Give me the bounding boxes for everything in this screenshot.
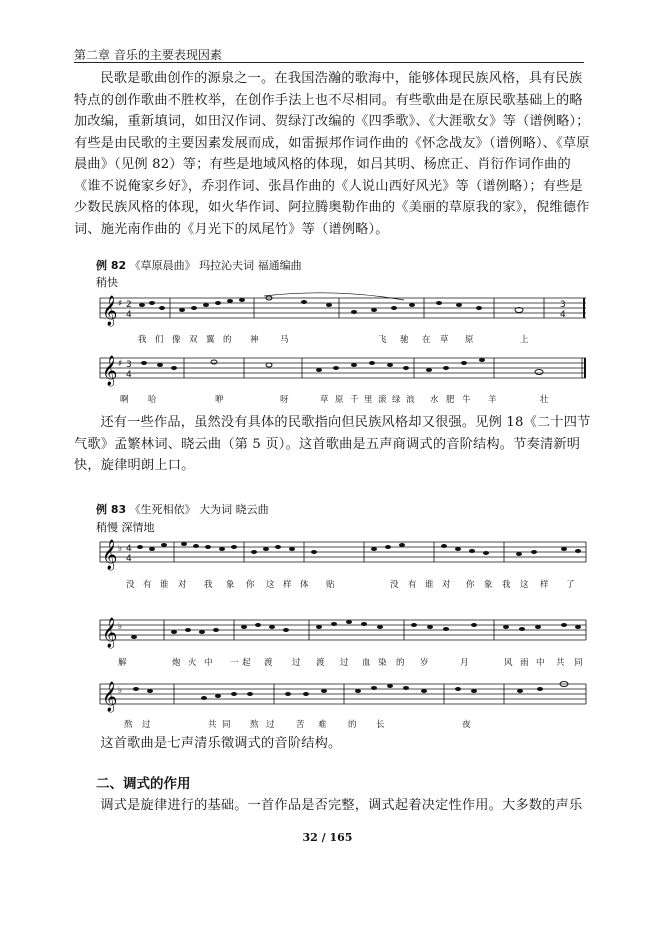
- lyric-syllable: 了: [566, 580, 575, 590]
- lyric-syllable: 体: [300, 580, 309, 590]
- lyric-syllable: 的: [223, 335, 232, 345]
- lyric-syllable: 这: [520, 580, 529, 590]
- svg-text:♭: ♭: [118, 622, 123, 632]
- lyric-syllable: 神: [250, 335, 259, 345]
- lyric-syllable: 夜: [462, 720, 471, 730]
- lyric-syllable: 对: [178, 580, 187, 590]
- lyric-syllable: 中: [204, 658, 213, 668]
- lyric-syllable: 里: [364, 395, 373, 405]
- lyric-syllable: 共: [556, 658, 565, 668]
- lyric-syllable: 渡: [264, 658, 273, 668]
- lyric-syllable: 羊: [488, 395, 497, 405]
- lyric-syllable: 一: [230, 658, 239, 668]
- paragraph-3: [74, 733, 594, 755]
- paragraph-1-text: 民歌是歌曲创作的源泉之一。在我国浩瀚的歌海中，能够体现民族风格，具有民族特点的创作歌曲不胜枚举，在创作手法上也不尽相同。有些歌曲是在原民歌基础上的略加改编，重新填词，如田汉作词、贺绿汀改编的《四季歌》、《大涯歌女》等（谱例略）；有些是由民歌的主要因素发展而成，如雷振邦作词作曲的《怀念战友》（谱例略）、《草原晨曲》（见例 82）等；有些是地域风格的体现，如吕其明、杨庶正、肖衍作词作曲的《谁不说俺家乡好》，乔羽作词、张昌作曲的《人说山西好风光》等（谱例略）；有些是少数民族风格的体现，如火华作词、阿拉腾奥勒作曲的《美丽的草原我的家》，倪维德作词、施光南作曲的《月光下的凤尾竹》等（谱例略）。: [74, 71, 590, 237]
- lyric-syllable: 中: [536, 658, 545, 668]
- lyric-syllable: 牛: [462, 395, 471, 405]
- svg-text:♭: ♭: [118, 686, 123, 696]
- lyric-syllable: 渡: [316, 658, 325, 668]
- lyric-syllable: 同: [574, 658, 583, 668]
- lyric-syllable: 谁: [425, 580, 434, 590]
- lyric-syllable: 我: [138, 335, 147, 345]
- staff-82-line-2: [74, 350, 594, 390]
- svg-text:♯: ♯: [118, 359, 123, 369]
- section-heading: 二、调式的作用: [96, 776, 191, 792]
- paragraph-3-text: 这首歌曲是七声清乐徵调式的音阶结构。: [100, 736, 342, 751]
- lyric-syllable: 像: [172, 335, 181, 345]
- lyric-syllable: 双: [189, 335, 198, 345]
- lyric-syllable: 肥: [446, 395, 455, 405]
- lyric-syllable: 过: [142, 720, 151, 730]
- lyric-syllable: 解: [118, 658, 127, 668]
- lyric-syllable: 共: [208, 720, 217, 730]
- lyric-syllable: 飞: [378, 335, 387, 345]
- lyric-syllable: 血: [362, 658, 371, 668]
- treble-clef-icon: 𝄞: [102, 618, 118, 648]
- example-82-tempo: 稍快: [96, 276, 118, 289]
- example-82-title-text: 《草原晨曲》 玛拉沁夫词 福通编曲: [129, 259, 302, 272]
- paragraph-2: [74, 412, 594, 477]
- treble-clef-icon: 𝄞: [102, 356, 118, 386]
- paragraph-1: [74, 68, 594, 240]
- lyric-syllable: 长: [376, 720, 385, 730]
- lyric-syllable: 原: [335, 395, 344, 405]
- header-rule: [74, 62, 584, 63]
- lyric-syllable: 炮: [172, 658, 181, 668]
- lyric-syllable: 浪: [406, 395, 415, 405]
- lyric-syllable: 草: [440, 335, 449, 345]
- lyric-syllable: 岁: [420, 658, 429, 668]
- staff-83-line-3: [74, 676, 594, 716]
- paragraph-4: [74, 795, 594, 817]
- paragraph-2-text: 还有一些作品，虽然没有具体的民歌指向但民族风格却又很强。见例 18《二十四节气歌》孟繁林词、晓云曲（第 5 页）。这首歌曲是五声商调式的音阶结构。节奏清新明快，旋律明朗上口。: [74, 415, 591, 473]
- lyric-syllable: 水: [430, 395, 439, 405]
- lyric-syllable: 雨: [520, 658, 529, 668]
- lyric-syllable: 马: [280, 335, 289, 345]
- lyric-syllable: 啊: [120, 395, 129, 405]
- lyric-syllable: 熬: [124, 720, 133, 730]
- lyric-syllable: 在: [422, 335, 431, 345]
- svg-text:♯: ♯: [118, 299, 123, 309]
- lyric-syllable: 哈: [148, 395, 157, 405]
- lyric-syllable: 风: [504, 658, 513, 668]
- lyric-syllable: 原: [465, 335, 474, 345]
- staff-83-line-1: [74, 534, 594, 574]
- lyric-syllable: 呀: [280, 395, 289, 405]
- lyric-syllable: 火: [188, 658, 197, 668]
- lyric-syllable: 咿: [215, 395, 224, 405]
- example-83-title: [96, 501, 269, 517]
- lyric-syllable: 样: [540, 580, 549, 590]
- lyric-syllable: 你: [466, 580, 475, 590]
- staff-82-line-1: [74, 290, 594, 330]
- lyric-syllable: 上: [520, 335, 529, 345]
- lyric-syllable: 染: [378, 658, 387, 668]
- lyric-syllable: 我: [502, 580, 511, 590]
- lyric-syllable: 有: [143, 580, 152, 590]
- lyric-syllable: 过: [340, 658, 349, 668]
- svg-text:3: 3: [126, 360, 132, 370]
- example-82-label: 例 82: [96, 259, 127, 272]
- lyric-syllable: 象: [226, 580, 235, 590]
- lyric-syllable: 苦: [296, 720, 305, 730]
- lyric-syllable: 难: [318, 720, 327, 730]
- lyric-syllable: 过: [266, 720, 275, 730]
- lyric-syllable: 没: [126, 580, 135, 590]
- lyric-syllable: 月: [460, 658, 469, 668]
- lyric-syllable: 对: [442, 580, 451, 590]
- example-83-title-text: 《生死相依》 大为词 晓云曲: [129, 503, 269, 516]
- treble-clef-icon: 𝄞: [102, 682, 118, 712]
- lyric-syllable: 同: [222, 720, 231, 730]
- lyric-syllable: 翼: [206, 335, 215, 345]
- lyric-syllable: 的: [396, 658, 405, 668]
- lyric-syllable: 有: [408, 580, 417, 590]
- example-83-label: 例 83: [96, 503, 127, 516]
- lyric-syllable: 的: [348, 720, 357, 730]
- svg-text:♭: ♭: [118, 544, 123, 554]
- example-83-tempo: 稍慢 深情地: [96, 521, 155, 534]
- lyric-syllable: 起: [242, 658, 251, 668]
- lyric-syllable: 熬: [250, 720, 259, 730]
- svg-text:4: 4: [126, 544, 132, 554]
- lyric-syllable: 过: [292, 658, 301, 668]
- lyric-syllable: 样: [283, 580, 292, 590]
- svg-text:4: 4: [126, 370, 132, 380]
- lyric-syllable: 你: [246, 580, 255, 590]
- paragraph-4-text: 调式是旋律进行的基础。一首作品是否完整，调式起着决定性作用。大多数的声乐: [100, 798, 583, 813]
- lyric-syllable: 这: [266, 580, 275, 590]
- svg-text:4: 4: [126, 310, 132, 320]
- lyric-syllable: 草: [320, 395, 329, 405]
- treble-clef-icon: 𝄞: [102, 296, 118, 326]
- lyric-syllable: 绿: [392, 395, 401, 405]
- lyric-syllable: 我: [204, 580, 213, 590]
- lyric-syllable: 滚: [378, 395, 387, 405]
- svg-text:4: 4: [560, 310, 566, 320]
- example-82-title: [96, 257, 302, 273]
- lyric-syllable: 象: [484, 580, 493, 590]
- lyric-syllable: 贴: [326, 580, 335, 590]
- lyric-syllable: 谁: [160, 580, 169, 590]
- lyric-syllable: 千: [350, 395, 359, 405]
- lyric-syllable: 驰: [400, 335, 409, 345]
- lyric-syllable: 们: [155, 335, 164, 345]
- svg-text:2: 2: [126, 300, 132, 310]
- svg-text:4: 4: [126, 554, 132, 564]
- chapter-header: 第二章 音乐的主要表现因素: [74, 48, 222, 62]
- treble-clef-icon: 𝄞: [102, 540, 118, 570]
- svg-text:3: 3: [560, 300, 566, 310]
- page-number: 32 / 165: [302, 831, 353, 844]
- lyric-syllable: 没: [390, 580, 399, 590]
- staff-83-line-2: [74, 612, 594, 652]
- lyric-syllable: 壮: [540, 395, 549, 405]
